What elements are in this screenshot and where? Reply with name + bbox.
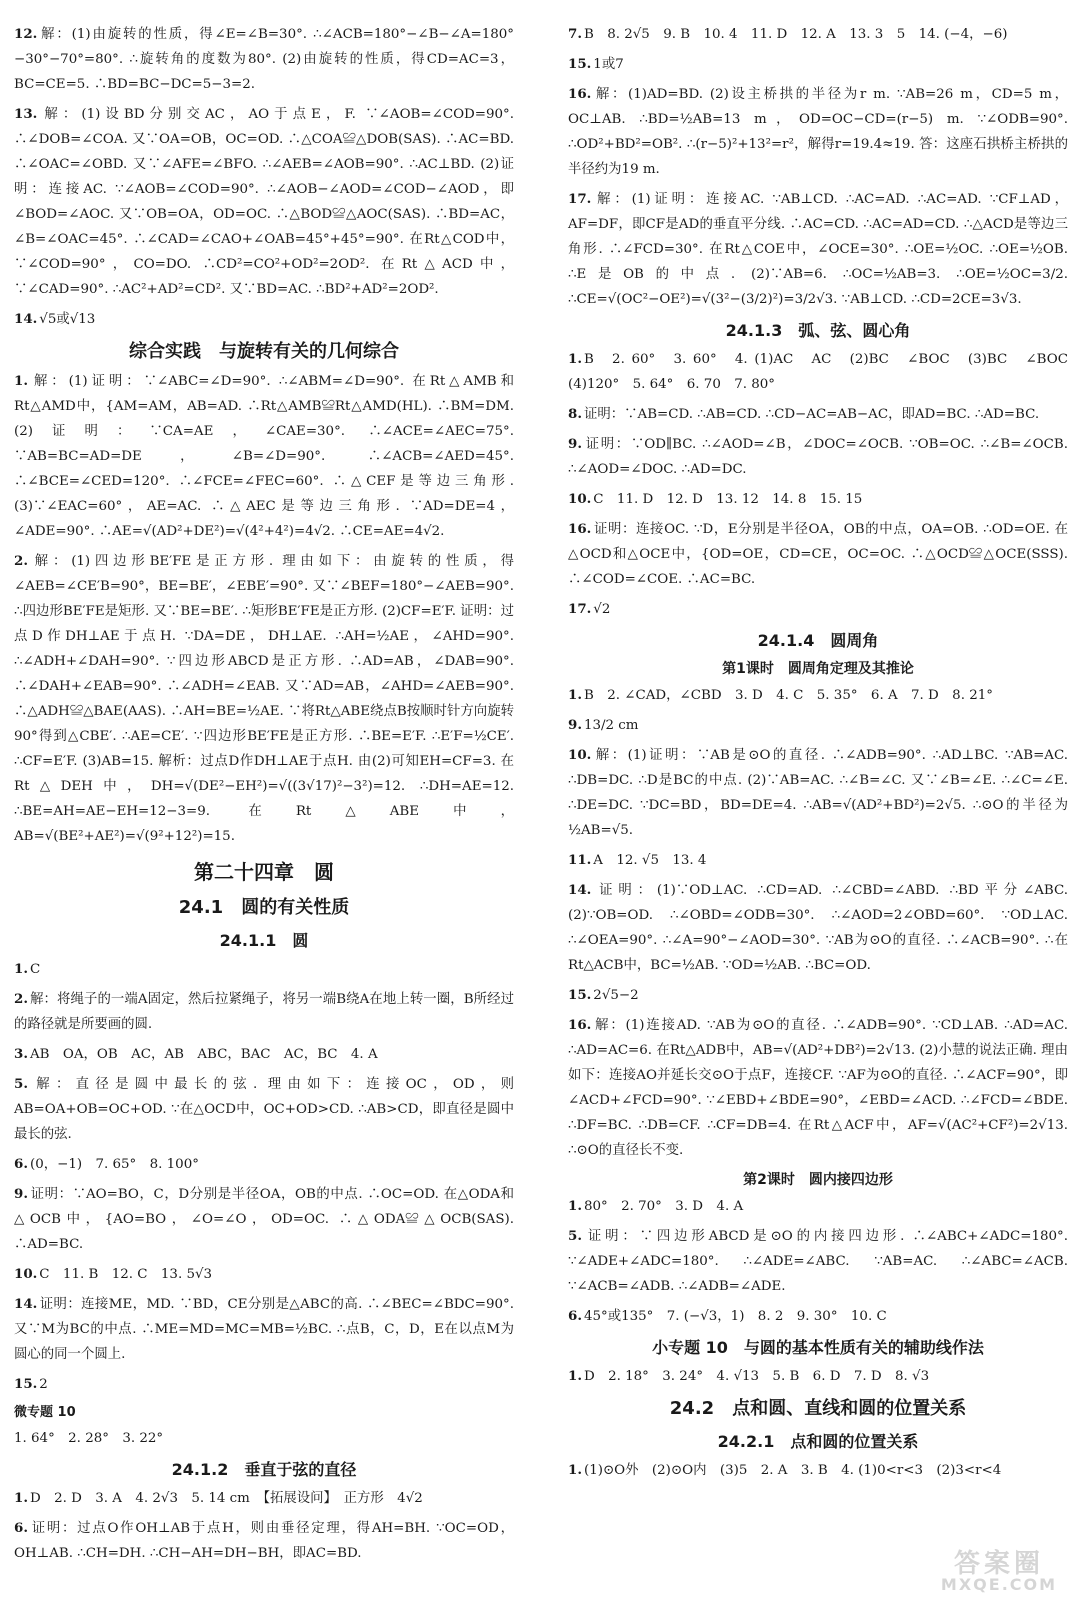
chapter-heading: 第二十四章 圆	[194, 860, 334, 884]
point-circle-answer-1: 1. (1)⊙O外 (2)⊙O内 (3)5 2. A 3. B 4. (1)0<r<3 (2)3<r<4	[568, 1462, 1002, 1478]
right-column	[568, 22, 1082, 1488]
practice-answer-1: 1. 解：(1)证明：∵∠ABC=∠D=90°. ∴∠ABM=∠D=90°. 在Rt△AMB和Rt△AMD中，{AM=AM，AB=AD. ∴Rt△AMB≌Rt△AMD(HL). ∴BM=DM. (2)证明：∵CA=AE，∠CAE=30°. ∴∠ACE=∠AEC=75°. ∵AB=BC=AD=DE，∠B=∠D=90°. ∴∠ACB=∠AED=45°. ∴∠BCE=∠CED=120°. ∴∠FCE=∠FEC=60°. ∴△CEF是等边三角形. (3)∵∠EAC=60°，AE=AC. ∴△AEC是等边三角形. ∵AD=DE=4，∠ADE=90°. ∴AE=√(AD²+DE²)=√(4²+4²)=4√2. ∴CE=AE=4√2.	[14, 373, 514, 539]
chord-answer-1: 1. D 2. D 3. A 4. 2√3 5. 14 cm 【拓展设问】 正方形 4√2	[14, 1490, 423, 1506]
circle-answer-9: 9. 证明：∵AO=BO，C，D分别是半径OA，OB的中点. ∴OC=OD. 在△ODA和△OCB中，{AO=BO，∠O=∠O，OD=OC. ∴△ODA≌△OCB(SAS). ∴AD=BC.	[14, 1186, 514, 1252]
lesson-1-heading: 第1课时 圆周角定理及其推论	[722, 661, 914, 677]
section-heading-24-1-1: 24.1.1 圆	[219, 931, 309, 950]
arc-answer-9: 9. 证明：∵OD∥BC. ∴∠AOD=∠B，∠DOC=∠OCB. ∵OB=OC. ∴∠B=∠OCB. ∴∠AOD=∠DOC. ∴AD=DC.	[568, 436, 1068, 477]
answer-12: 12. 解：(1)由旋转的性质，得∠E=∠B=30°. ∴∠ACB=180°−∠B−∠A=180°−30°−70°=80°. ∴旋转角的度数为80°. (2)由旋转的性质，得CD=AC=3，BC=CE=5. ∴BD=BC−DC=5−3=2.	[14, 26, 514, 92]
micro-topic-heading: 微专题 10	[14, 1405, 76, 1420]
inscribed-answer-15: 15. 2√5−2	[568, 987, 639, 1003]
circle-answer-2: 2. 解：将绳子的一端A固定，然后拉紧绳子，将另一端B绕A在地上转一圈，B所经过的路径就是所要画的圆.	[14, 991, 514, 1032]
practice-answer-2: 2. 解：(1)四边形BE′FE是正方形. 理由如下：由旋转的性质，得∠AEB=∠CE′B=90°，BE=BE′，∠EBE′=90°. 又∵∠BEF=180°−∠AEB=90°. ∴四边形BE′FE是矩形. 又∵BE=BE′. ∴矩形BE′FE是正方形. (2)CF=E′F. 证明：过点D作DH⊥AE于点H. ∵DA=DE，DH⊥AE. ∴AH=½AE，∠AHD=90°. ∴∠ADH+∠DAH=90°. ∵四边形ABCD是正方形. ∴AD=AB，∠DAB=90°. ∴∠DAH+∠EAB=90°. ∴∠ADH=∠EAB. 又∵AD=AB，∠AHD=∠AEB=90°. ∴△ADH≌△BAE(AAS). ∴AH=BE=½AE. ∵将Rt△ABE绕点B按顺时针方向旋转90°得到△CBE′. ∴AE=CE′. ∵四边形BE′FE是正方形. ∴BE=E′F. ∴E′F=½CE′. ∴CF=E′F. (3)AB=15. 解析：过点D作DH⊥AE于点H. 由(2)可知EH=CF=3. 在Rt△DEH中，DH=√(DE²−EH²)=√((3√17)²−3²)=12. ∴DH=AE=12. ∴BE=AH=AE−EH=12−3=9. 在Rt△ABE中，AB=√(BE²+AE²)=√(9²+12²)=15.	[14, 553, 514, 844]
inscribed-answer-1: 1. B 2. ∠CAD，∠CBD 3. D 4. C 5. 35° 6. A 7. D 8. 21°	[568, 687, 993, 703]
answer-14: 14. √5或√13	[14, 311, 96, 327]
section-heading-24-2-1: 24.2.1 点和圆的位置关系	[717, 1432, 919, 1451]
arc-answer-10: 10. C 11. D 12. D 13. 12 14. 8 15. 15	[568, 491, 863, 507]
arc-answer-16: 16. 证明：连接OC. ∵D，E分别是半径OA，OB的中点，OA=OB. ∴OD=OE. 在△OCD和△OCE中，{OD=OE，CD=CE，OC=OC. ∴△OCD≌△OCE(SSS). ∴∠COD=∠COE. ∴AC=BC.	[568, 521, 1068, 587]
arc-answer-17: 17. √2	[568, 601, 611, 617]
circle-answer-14: 14. 证明：连接ME，MD. ∵BD，CE分别是△ABC的高. ∴∠BEC=∠BDC=90°. 又∵M为BC的中点. ∴ME=MD=MC=MB=½BC. ∴点B，C，D，E在以点M为圆心的同一个圆上.	[14, 1296, 514, 1362]
answer-13: 13. 解：(1)设BD分别交AC，AO于点E，F. ∵∠AOB=∠COD=90°. ∴∠DOB=∠COA. 又∵OA=OB，OC=OD. ∴△COA≌△DOB(SAS). ∴AC=BD. ∴∠OAC=∠OBD. 又∵∠AFE=∠BFO. ∴∠AEB=∠AOB=90°. ∴AC⊥BD. (2)证明：连接AC. ∵∠AOB=∠COD=90°. ∴∠AOB−∠AOD=∠COD−∠AOD，即∠BOD=∠AOC. 又∵OB=OA，OD=OC. ∴△BOD≌△AOC(SAS). ∴BD=AC，∠B=∠OAC=45°. ∴∠CAD=∠CAO+∠OAB=45°+45°=90°. 在Rt△COD中，∵∠COD=90°，CO=DO. ∴CD²=CO²+OD²=2OD². 在Rt△ACD中，∵∠CAD=90°. ∴AC²+AD²=CD². 又∵BD=AC. ∴BD²+AD²=2OD².	[14, 106, 514, 297]
inscribed-answer-16: 16. 解：(1)连接AD. ∵AB为⊙O的直径. ∴∠ADB=90°. ∵CD⊥AB. ∴AD=AC. ∴AD=AC=6. 在Rt△ADB中，AB=√(AD²+DB²)=2√13. (2)小慧的说法正确. 理由如下：连接AO并延长交⊙O于点F，连接CF. ∵AF为⊙O的直径. ∴∠ACF=90°，即∠ACD+∠FCD=90°. ∵∠EBD+∠BDE=90°，∠EBD=∠ACD. ∴∠FCD=∠BDE. ∴DF=BC. ∴DB=CF. ∴CF=DB=4. 在Rt△ACF中，AF=√(AC²+CF²)=2√13. ∴⊙O的直径长不变.	[568, 1017, 1068, 1158]
watermark-logo: 答案圈 MXQE.COM	[940, 1549, 1058, 1594]
chord-answer-7: 7. B 8. 2√5 9. B 10. 4 11. D 12. A 13. 3 5 14. (−4，−6)	[568, 26, 1008, 42]
section-heading-24-1-2: 24.1.2 垂直于弦的直径	[171, 1460, 357, 1479]
chord-answer-15: 15. 1或7	[568, 56, 624, 72]
inscribed-answer-14: 14. 证明：(1)∵OD⊥AC. ∴CD=AD. ∴∠CBD=∠ABD. ∴BD平分∠ABC. (2)∵OB=OD. ∴∠OBD=∠ODB=30°. ∴∠AOD=2∠OBD=60°. ∵OD⊥AC. ∴∠OEA=90°. ∴∠A=90°−∠AOD=30°. ∵AB为⊙O的直径. ∴∠ACB=90°. ∴在Rt△ACB中，BC=½AB. ∵OD=½AB. ∴BC=OD.	[568, 882, 1068, 973]
lesson-2-heading: 第2课时 圆内接四边形	[743, 1172, 893, 1188]
micro-topic-answers: 1. 64° 2. 28° 3. 22°	[14, 1431, 164, 1446]
section-heading-24-1-4: 24.1.4 圆周角	[757, 631, 879, 650]
left-column	[14, 22, 514, 1571]
chord-answer-6: 6. 证明：过点O作OH⊥AB于点H，则由垂径定理，得AH=BH. ∵OC=OD，OH⊥AB. ∴CH=DH. ∴CH−AH=DH−BH，即AC=BD.	[14, 1520, 514, 1561]
circle-answer-3: 3. AB OA，OB AC，AB ABC，BAC AC，BC 4. A	[14, 1046, 378, 1062]
arc-answer-1: 1. B 2. 60° 3. 60° 4. (1)AC AC (2)BC ∠BOC (3)BC ∠BOC (4)120° 5. 64° 6. 70 7. 80°	[568, 351, 1082, 392]
section-heading-24-1: 24.1 圆的有关性质	[178, 897, 350, 918]
circle-answer-6: 6. (0，−1) 7. 65° 8. 100°	[14, 1156, 199, 1172]
chord-answer-17: 17. 解：(1)证明：连接AC. ∵AB⊥CD. ∴AC=AD. ∴AC=AD. ∵CF⊥AD，AF=DF，即CF是AD的垂直平分线. ∴AC=CD. ∴AC=AD=CD. ∴△ACD是等边三角形. ∴∠FCD=30°. 在Rt△COE中，∠OCE=30°. ∴OE=½OC. ∴OE=½OB. ∴E是OB的中点. (2)∵AB=6. ∴OC=½AB=3. ∴OE=½OC=3/2. ∴CE=√(OC²−OE²)=√(3²−(3/2)²)=3/2√3. ∵AB⊥CD. ∴CD=2CE=3√3.	[568, 191, 1068, 307]
chord-answer-16: 16. 解：(1)AD=BD. (2)设主桥拱的半径为r m. ∵AB=26 m，CD=5 m，OC⊥AB. ∴BD=½AB=13 m，OD=OC−CD=(r−5) m. ∵∠ODB=90°. ∴OD²+BD²=OB². ∴(r−5)²+13²=r²，解得r=19.4≈19. 答：这座石拱桥主桥拱的半径约为19 m.	[568, 86, 1068, 177]
quad-answer-6: 6. 45°或135° 7. (−√3，1) 8. 2 9. 30° 10. C	[568, 1308, 887, 1324]
circle-answer-10: 10. C 11. B 12. C 13. 5√3	[14, 1266, 213, 1282]
section-heading-practice: 综合实践 与旋转有关的几何综合	[129, 341, 399, 362]
inscribed-answer-9: 9. 13/2 cm	[568, 717, 639, 733]
inscribed-answer-10: 10. 解：(1)证明：∵AB是⊙O的直径. ∴∠ADB=90°. ∴AD⊥BC. ∵AB=AC. ∴DB=DC. ∴D是BC的中点. (2)∵AB=AC. ∴∠B=∠C. 又∵∠B=∠E. ∴∠C=∠E. ∴DE=DC. ∵DC=BD，BD=DE=4. ∴AB=√(AD²+BD²)=2√5. ∴⊙O的半径为½AB=√5.	[568, 747, 1068, 838]
circle-answer-15: 15. 2	[14, 1376, 48, 1392]
quad-answer-5: 5. 证明：∵四边形ABCD是⊙O的内接四边形. ∴∠ABC+∠ADC=180°. ∵∠ADE+∠ADC=180°. ∴∠ADE=∠ABC. ∵AB=AC. ∴∠ABC=∠ACB. ∵∠ACB=∠ADB. ∴∠ADB=∠ADE.	[568, 1228, 1068, 1294]
section-heading-small-topic-10: 小专题 10 与圆的基本性质有关的辅助线作法	[652, 1338, 984, 1357]
small-topic-answers: 1. D 2. 18° 3. 24° 4. √13 5. B 6. D 7. D 8. √3	[568, 1368, 930, 1384]
quad-answer-1: 1. 80° 2. 70° 3. D 4. A	[568, 1198, 744, 1214]
section-heading-24-1-3: 24.1.3 弧、弦、圆心角	[725, 321, 911, 340]
circle-answer-5: 5. 解：直径是圆中最长的弦. 理由如下：连接OC，OD，则AB=OA+OB=OC+OD. ∵在△OCD中，OC+OD>CD. ∴AB>CD，即直径是圆中最长的弦.	[14, 1076, 514, 1142]
arc-answer-8: 8. 证明：∵AB=CD. ∴AB=CD. ∴CD−AC=AB−AC，即AD=BC. ∴AD=BC.	[568, 406, 1040, 422]
section-heading-24-2: 24.2 点和圆、直线和圆的位置关系	[669, 1398, 967, 1419]
circle-answer-1: 1. C	[14, 961, 41, 977]
inscribed-answer-11: 11. A 12. √5 13. 4	[568, 852, 707, 868]
